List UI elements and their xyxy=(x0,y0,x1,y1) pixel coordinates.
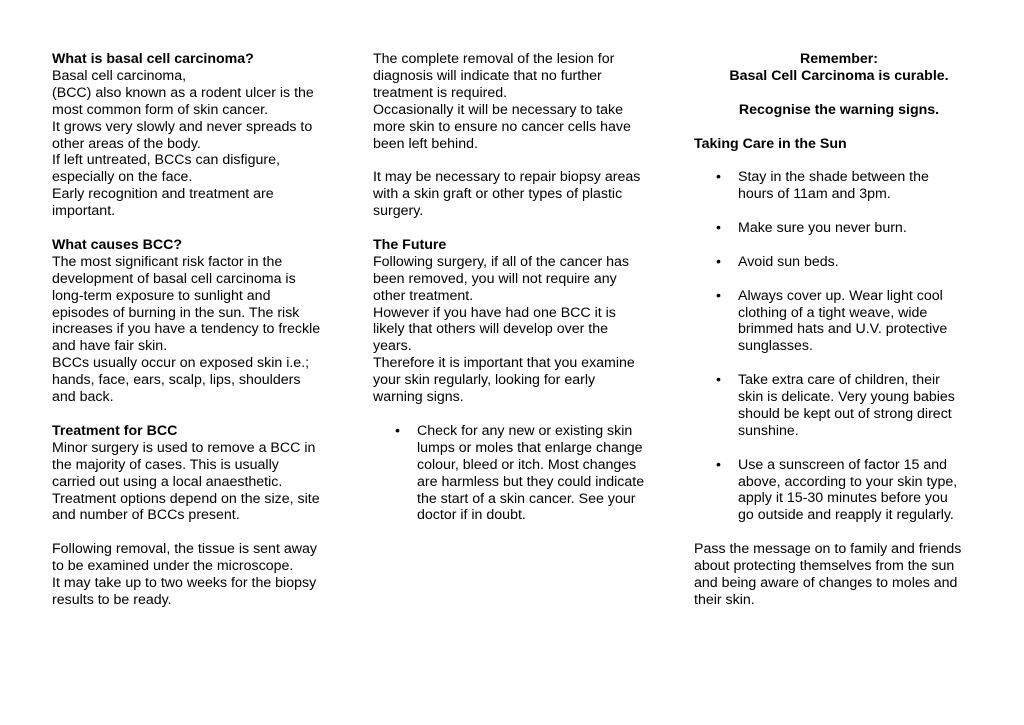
text-line: Minor surgery is used to remove a BCC in xyxy=(52,439,316,456)
text-line: Take extra care of children, their xyxy=(738,372,940,389)
text-line: BCCs usually occur on exposed skin i.e.; xyxy=(52,355,310,372)
text-line: important. xyxy=(52,203,116,220)
text-line: Make sure you never burn. xyxy=(738,220,907,236)
text-line: Stay in the shade between the xyxy=(738,169,929,186)
text-line: been left behind. xyxy=(373,135,478,152)
text-line: surgery. xyxy=(373,203,424,220)
column-1 xyxy=(52,51,342,609)
text-line: the majority of cases. This is usually xyxy=(52,456,279,473)
biopsy-repair-text xyxy=(373,169,663,220)
text-line: Always cover up. Wear light cool xyxy=(738,287,943,304)
text-line: and have fair skin. xyxy=(52,338,168,355)
text-line: results to be ready. xyxy=(52,591,172,608)
text-line: the start of a skin cancer. See your xyxy=(417,490,636,507)
text-line: especially on the face. xyxy=(52,169,193,186)
text-line: are harmless but they could indicate xyxy=(417,473,645,490)
text-line: sunshine. xyxy=(738,422,799,439)
text-line: Avoid sun beds. xyxy=(738,253,839,270)
text-line: Basal cell carcinoma, xyxy=(52,67,187,84)
text-line: treatment is required. xyxy=(373,84,508,101)
text-line: other areas of the body. xyxy=(52,135,201,152)
what-is-bcc-text xyxy=(52,68,342,220)
bullet-icon: • xyxy=(395,422,400,439)
text-line: Pass the message on to family and friends xyxy=(694,541,962,558)
treatment-heading: Treatment for BCC xyxy=(52,422,178,439)
text-line: Check for any new or existing skin xyxy=(417,422,633,439)
remember-heading: Remember: xyxy=(799,51,879,67)
text-line: The most significant risk factor in the xyxy=(52,253,283,270)
text-line: carried out using a local anaesthetic. xyxy=(52,473,283,490)
text-line: doctor if in doubt. xyxy=(417,507,526,524)
text-line: sunglasses. xyxy=(738,338,813,355)
text-line: episodes of burning in the sun. The risk xyxy=(52,304,300,321)
text-line: most common form of skin cancer. xyxy=(52,101,269,118)
text-line: The complete removal of the lesion for xyxy=(373,51,615,67)
text-line: However if you have had one BCC it is xyxy=(373,304,616,321)
list-item xyxy=(694,457,984,525)
text-line: apply it 15-30 minutes before you xyxy=(738,490,948,507)
text-line: their skin. xyxy=(694,591,755,608)
text-line: years. xyxy=(373,338,412,355)
text-line: diagnosis will indicate that no further xyxy=(373,67,602,84)
text-line: Following surgery, if all of the cancer has xyxy=(373,253,630,270)
text-line: and number of BCCs present. xyxy=(52,507,240,524)
bullet-icon: • xyxy=(716,456,721,473)
warning-signs-statement: Recognise the warning signs. xyxy=(738,101,940,118)
text-line: hands, face, ears, scalp, lips, shoulders xyxy=(52,372,301,389)
following-removal-text xyxy=(52,541,342,609)
bullet-icon: • xyxy=(716,372,721,389)
text-line: with a skin graft or other types of plastic xyxy=(373,186,623,203)
text-line: Early recognition and treatment are xyxy=(52,186,274,203)
text-line: hours of 11am and 3pm. xyxy=(738,186,891,203)
text-line: more skin to ensure no cancer cells have xyxy=(373,118,631,135)
the-future-text xyxy=(373,254,663,406)
text-line: Occasionally it will be necessary to take xyxy=(373,101,623,118)
removal-text xyxy=(373,51,663,152)
text-line: likely that others will develop over the xyxy=(373,321,609,338)
text-line: above, according to your skin type, xyxy=(738,473,958,490)
text-line: to be examined under the microscope. xyxy=(52,558,294,575)
bullet-icon: • xyxy=(716,287,721,304)
list-item xyxy=(694,372,984,440)
text-line: Following removal, the tissue is sent away xyxy=(52,541,317,558)
warning-signs-list xyxy=(373,423,663,524)
text-line: It grows very slowly and never spreads to xyxy=(52,118,313,135)
text-line: should be kept out of strong direct xyxy=(738,405,952,422)
list-item xyxy=(694,169,984,203)
list-item xyxy=(694,220,984,237)
text-line: Treatment options depend on the size, site xyxy=(52,490,320,507)
text-line: Use a sunscreen of factor 15 and xyxy=(738,456,947,473)
text-line: and back. xyxy=(52,389,114,406)
text-line: development of basal cell carcinoma is xyxy=(52,270,296,287)
text-line: Therefore it is important that you examine xyxy=(373,355,635,372)
text-line: go outside and reapply it regularly. xyxy=(738,507,954,524)
text-line: skin is delicate. Very young babies xyxy=(738,389,955,406)
bullet-icon: • xyxy=(716,169,721,186)
text-line: clothing of a tight weave, wide xyxy=(738,304,928,321)
treatment-text xyxy=(52,440,342,525)
text-line: your skin regularly, looking for early xyxy=(373,372,596,389)
text-line: brimmed hats and U.V. protective xyxy=(738,321,948,338)
bullet-icon: • xyxy=(716,220,721,236)
text-line: colour, bleed or itch. Most changes xyxy=(417,456,637,473)
list-item xyxy=(694,288,984,356)
text-line: lumps or moles that enlarge change xyxy=(417,439,643,456)
text-line: If left untreated, BCCs can disfigure, xyxy=(52,152,280,169)
what-is-bcc-heading: What is basal cell carcinoma? xyxy=(52,51,254,67)
list-item xyxy=(694,254,984,271)
text-line: warning signs. xyxy=(373,389,464,406)
text-line: (BCC) also known as a rodent ulcer is the xyxy=(52,84,314,101)
sun-care-list xyxy=(694,169,984,524)
text-line: been removed, you will not require any xyxy=(373,270,617,287)
bullet-icon: • xyxy=(716,253,721,270)
column-3 xyxy=(694,51,984,609)
what-causes-bcc-heading: What causes BCC? xyxy=(52,236,183,253)
the-future-heading: The Future xyxy=(373,236,447,253)
text-line: It may be necessary to repair biopsy areas xyxy=(373,169,641,186)
closing-message xyxy=(694,541,984,609)
text-line: about protecting themselves from the sun xyxy=(694,558,955,575)
text-line: long-term exposure to sunlight and xyxy=(52,287,271,304)
sun-care-heading: Taking Care in the Sun xyxy=(694,135,847,152)
what-causes-bcc-text xyxy=(52,254,342,406)
text-line: It may take up to two weeks for the biopsy xyxy=(52,575,317,592)
list-item xyxy=(373,423,663,524)
curable-statement: Basal Cell Carcinoma is curable. xyxy=(729,67,949,84)
column-2 xyxy=(373,51,663,524)
text-line: and being aware of changes to moles and xyxy=(694,574,958,591)
text-line: increases if you have a tendency to freckle xyxy=(52,321,321,338)
text-line: other treatment. xyxy=(373,287,474,304)
